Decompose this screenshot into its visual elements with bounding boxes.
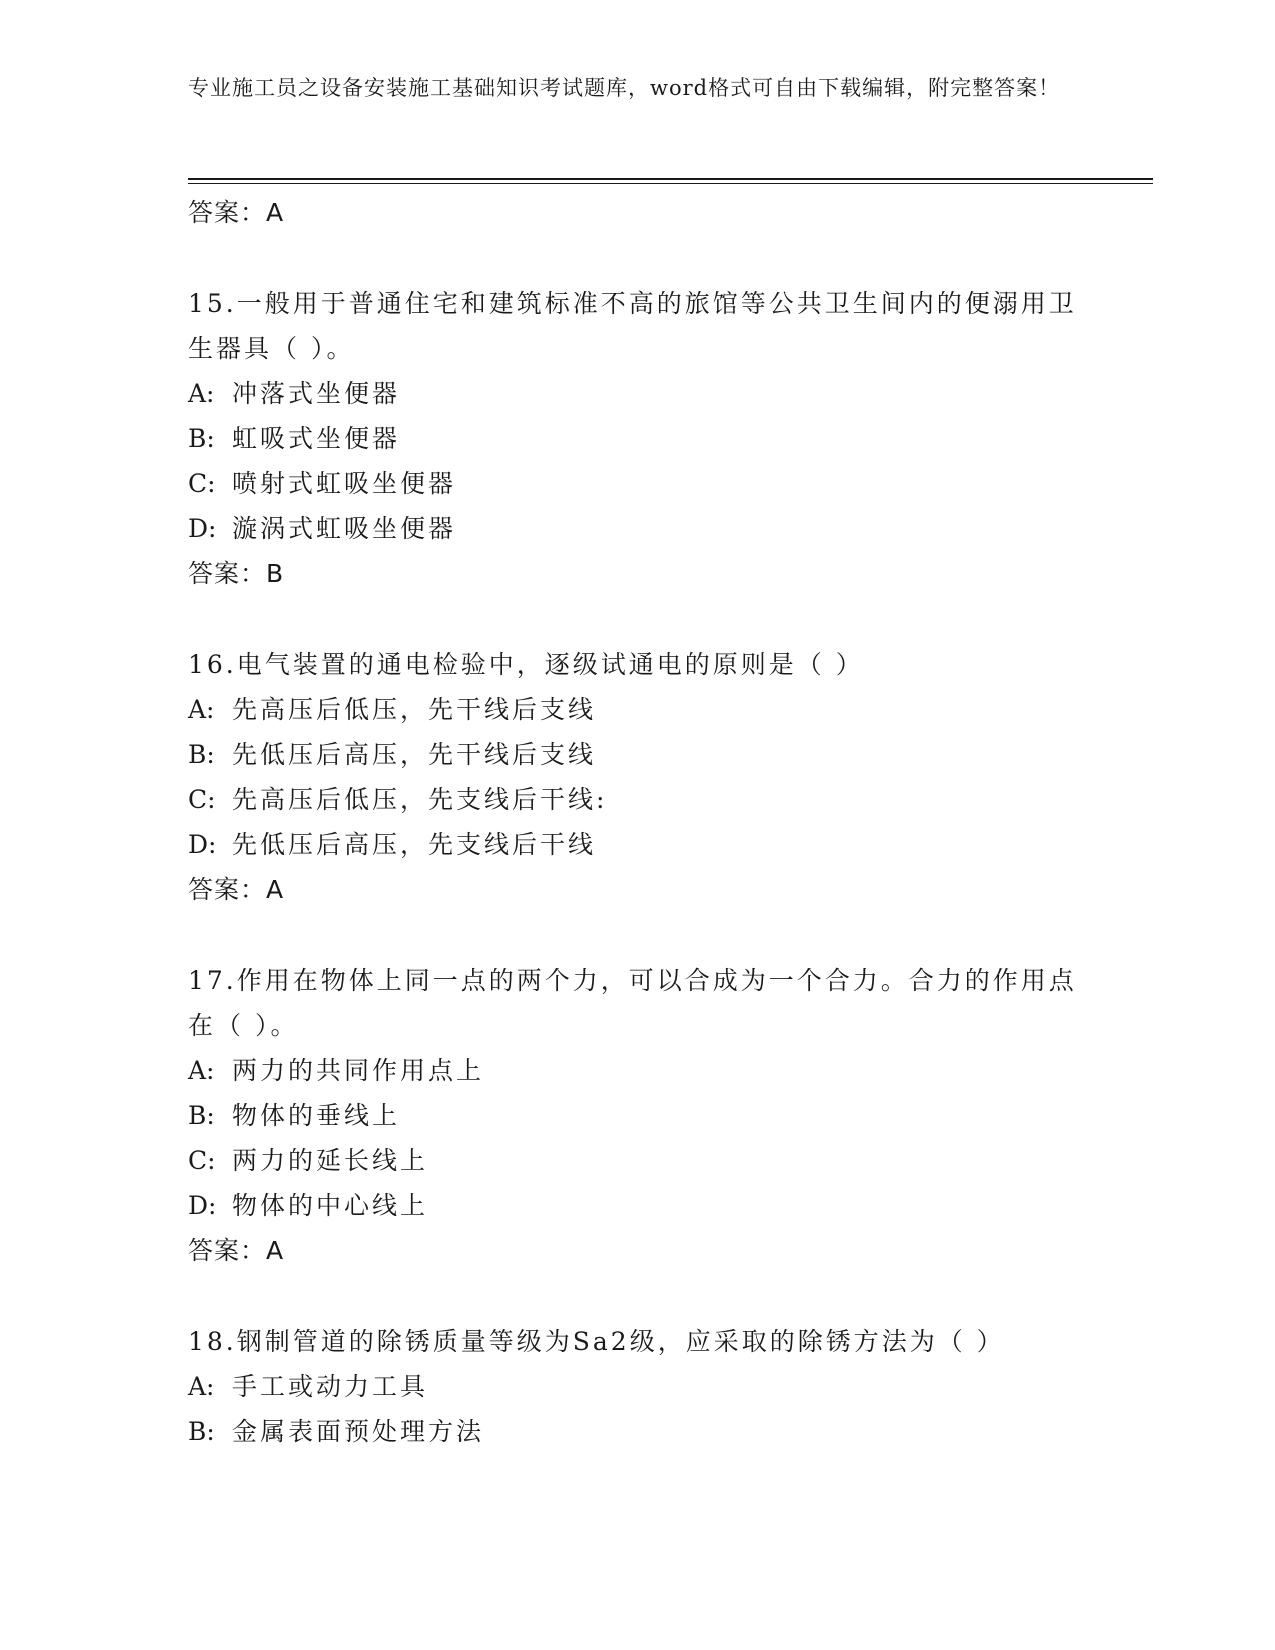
option-text: 漩涡式虹吸坐便器 <box>232 514 457 543</box>
question-list <box>188 190 1088 1454</box>
option-text: 虹吸式坐便器 <box>232 424 401 453</box>
option-c <box>188 1138 1088 1183</box>
option-text: 两力的共同作用点上 <box>232 1056 485 1085</box>
option-key: D: <box>188 514 217 543</box>
question-text: 16.电气装置的通电检验中，逐级试通电的原则是（ ） <box>188 650 864 679</box>
question-15 <box>188 281 1088 596</box>
question-17 <box>188 958 1088 1273</box>
option-text: 先低压后高压，先支线后干线 <box>232 830 597 859</box>
option-d <box>188 822 1088 867</box>
question-text: 15.一般用于普通住宅和建筑标准不高的旅馆等公共卫生间内的便溺用卫生器具（ ）。 <box>188 289 1077 363</box>
question-text: 17.作用在物体上同一点的两个力，可以合成为一个合力。合力的作用点在（ ）。 <box>188 966 1077 1040</box>
option-text: 喷射式虹吸坐便器 <box>232 469 457 498</box>
option-text: 手工或动力工具 <box>232 1372 429 1401</box>
option-d <box>188 1183 1088 1228</box>
question-16 <box>188 642 1088 912</box>
option-b <box>188 1093 1088 1138</box>
option-key: A: <box>188 695 215 724</box>
option-a <box>188 1364 1088 1409</box>
option-key: D: <box>188 830 217 859</box>
option-c <box>188 777 1088 822</box>
option-text: 冲落式坐便器 <box>232 379 401 408</box>
option-text: 物体的中心线上 <box>232 1191 429 1220</box>
option-key: C: <box>188 785 216 814</box>
option-text: 先高压后低压，先干线后支线 <box>232 695 597 724</box>
option-text: 金属表面预处理方法 <box>232 1417 485 1446</box>
option-a <box>188 1048 1088 1093</box>
option-text: 两力的延长线上 <box>232 1146 429 1175</box>
header-divider-thin <box>188 183 1153 184</box>
option-key: A: <box>188 1056 215 1085</box>
option-a <box>188 371 1088 416</box>
option-b <box>188 416 1088 461</box>
option-text: 先高压后低压，先支线后干线: <box>232 785 608 814</box>
option-key: C: <box>188 469 216 498</box>
option-key: A: <box>188 379 215 408</box>
answer-line: 答案：A <box>188 198 285 227</box>
answer-line: 答案：B <box>188 559 285 588</box>
option-b <box>188 732 1088 777</box>
answer-line: 答案：A <box>188 875 285 904</box>
option-key: B: <box>188 1101 215 1130</box>
question-text: 18.钢制管道的除锈质量等级为Sa2级，应采取的除锈方法为（ ） <box>188 1327 1005 1356</box>
option-key: B: <box>188 1417 215 1446</box>
option-a <box>188 687 1088 732</box>
option-key: D: <box>188 1191 217 1220</box>
document-header: 专业施工员之设备安装施工基础知识考试题库，word格式可自由下载编辑，附完整答案！ <box>188 76 1061 100</box>
option-key: A: <box>188 1372 215 1401</box>
option-key: C: <box>188 1146 216 1175</box>
question-18 <box>188 1319 1088 1454</box>
option-text: 先低压后高压，先干线后支线 <box>232 740 597 769</box>
option-c <box>188 461 1088 506</box>
header-divider <box>188 178 1153 180</box>
option-b <box>188 1409 1088 1454</box>
option-key: B: <box>188 424 215 453</box>
option-d <box>188 506 1088 551</box>
option-key: B: <box>188 740 215 769</box>
answer-line: 答案：A <box>188 1236 285 1265</box>
option-text: 物体的垂线上 <box>232 1101 401 1130</box>
